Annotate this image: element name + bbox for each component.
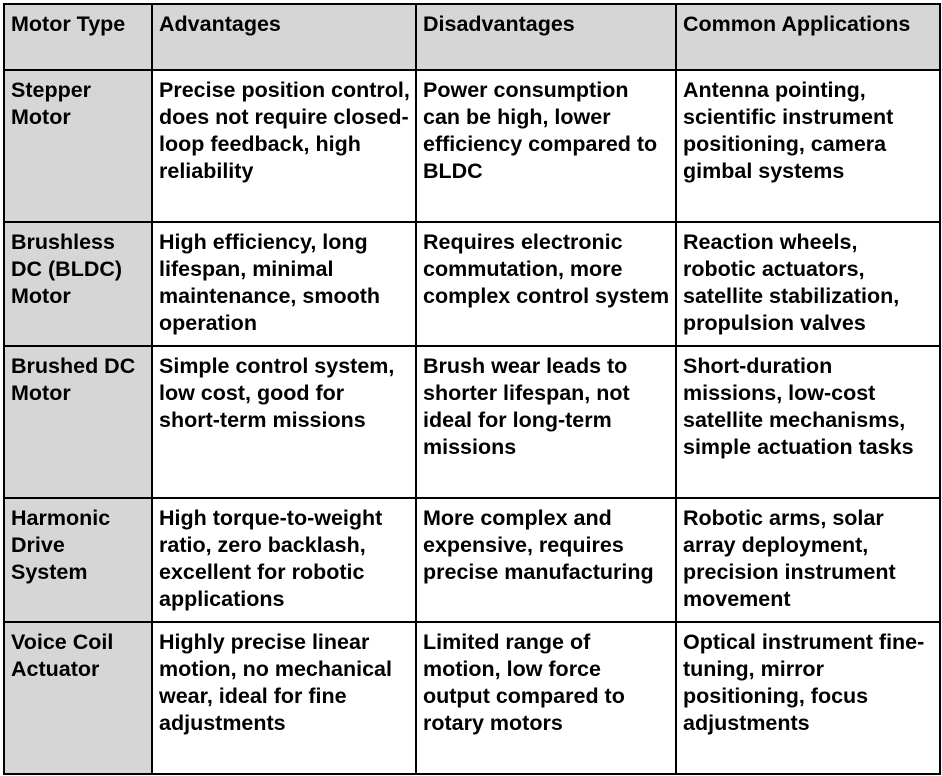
advantages-cell: High efficiency, long lifespan, minimal maintenance, smooth operation (152, 222, 416, 346)
motor-type-cell: Voice Coil Actuator (4, 622, 152, 774)
table-row (4, 622, 940, 774)
applications-cell: Reaction wheels, robotic actuators, satellite stabilization, propulsion valves (676, 222, 940, 346)
disadvantages-cell: Brush wear leads to shorter lifespan, not ideal for long-term missions (416, 346, 676, 498)
advantages-cell: Precise position control, does not require closed-loop feedback, high reliability (152, 70, 416, 222)
motor-type-cell: Stepper Motor (4, 70, 152, 222)
disadvantages-cell: Limited range of motion, low force output compared to rotary motors (416, 622, 676, 774)
table-row (4, 498, 940, 622)
disadvantages-cell: Power consumption can be high, lower efficiency compared to BLDC (416, 70, 676, 222)
applications-cell: Optical instrument fine-tuning, mirror positioning, focus adjustments (676, 622, 940, 774)
table-row (4, 346, 940, 498)
disadvantages-cell: More complex and expensive, requires precise manufacturing (416, 498, 676, 622)
motor-type-cell: Harmonic Drive System (4, 498, 152, 622)
applications-cell: Short-duration missions, low-cost satellite mechanisms, simple actuation tasks (676, 346, 940, 498)
motor-type-cell: Brushless DC (BLDC) Motor (4, 222, 152, 346)
header-disadvantages: Disadvantages (416, 4, 676, 70)
header-common-applications: Common Applications (676, 4, 940, 70)
header-motor-type: Motor Type (4, 4, 152, 70)
table-header-row (4, 4, 940, 70)
advantages-cell: Simple control system, low cost, good for short-term missions (152, 346, 416, 498)
table-row (4, 70, 940, 222)
header-advantages: Advantages (152, 4, 416, 70)
applications-cell: Antenna pointing, scientific instrument positioning, camera gimbal systems (676, 70, 940, 222)
disadvantages-cell: Requires electronic commutation, more complex control system (416, 222, 676, 346)
motor-type-cell: Brushed DC Motor (4, 346, 152, 498)
applications-cell: Robotic arms, solar array deployment, precision instrument movement (676, 498, 940, 622)
advantages-cell: Highly precise linear motion, no mechanical wear, ideal for fine adjustments (152, 622, 416, 774)
table-row (4, 222, 940, 346)
advantages-cell: High torque-to-weight ratio, zero backlash, excellent for robotic applications (152, 498, 416, 622)
motor-comparison-table (3, 3, 941, 775)
